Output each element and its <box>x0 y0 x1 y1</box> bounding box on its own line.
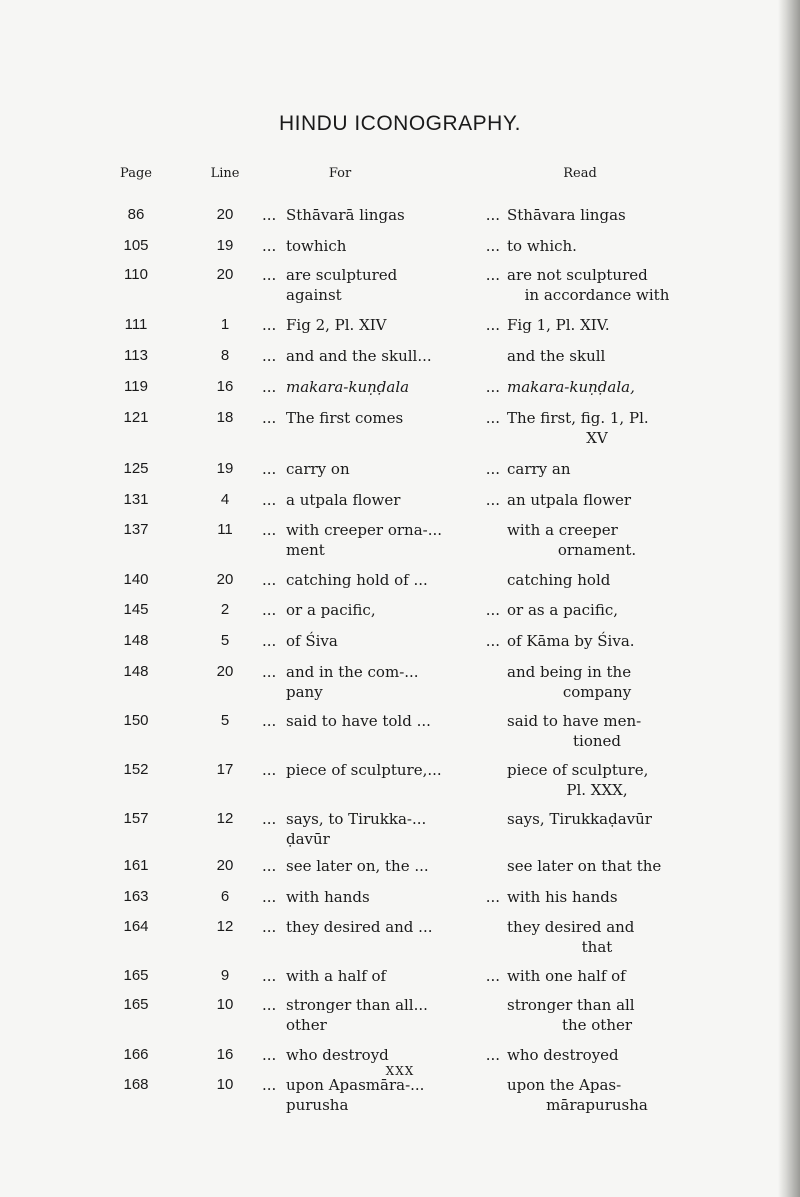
leader-dots: ... <box>262 632 277 650</box>
line-number-cell: 10 <box>216 996 234 1013</box>
leader-dots: ... <box>485 409 500 427</box>
leader-dots: ... <box>262 712 277 730</box>
read-cell <box>507 632 687 650</box>
for-text: are sculptured <box>286 266 398 284</box>
table-row <box>0 918 800 956</box>
table-row <box>0 632 800 660</box>
leader-dots: ... <box>262 378 277 396</box>
leader-dots: ... <box>262 571 277 589</box>
table-row <box>0 521 800 559</box>
leader-dots: ... <box>485 601 500 619</box>
read-text: stronger than all <box>507 996 635 1014</box>
page-title: HINDU ICONOGRAPHY. <box>279 112 521 135</box>
leader-dots: ... <box>262 663 277 681</box>
leader-dots: ... <box>262 206 277 224</box>
page-number-cell: 111 <box>124 316 148 333</box>
read-cell <box>507 1046 687 1064</box>
page-number-cell: 119 <box>124 378 148 395</box>
read-text: makara-kuṇḍala, <box>507 378 635 396</box>
line-number-cell: 16 <box>216 378 234 395</box>
for-text: and and the skull... <box>286 347 432 365</box>
read-cell <box>507 237 687 255</box>
read-text: who destroyed <box>507 1046 619 1064</box>
table-row <box>0 996 800 1034</box>
leader-dots: ... <box>262 857 277 875</box>
read-text: an utpala flower <box>507 491 632 509</box>
read-text: and being in the <box>507 663 632 681</box>
read-text-continuation: in accordance with <box>524 286 670 304</box>
read-cell <box>507 491 687 509</box>
for-text: with hands <box>286 888 370 906</box>
read-cell <box>507 316 687 334</box>
read-cell <box>507 460 687 478</box>
leader-dots: ... <box>262 761 277 779</box>
read-cell <box>507 347 687 365</box>
line-number-cell: 20 <box>216 663 234 680</box>
page-number-cell: 125 <box>123 460 149 477</box>
read-text-continuation: XV <box>586 429 608 447</box>
table-row <box>0 810 800 848</box>
read-text-continuation: company <box>562 683 632 701</box>
leader-dots: ... <box>262 996 277 1014</box>
page-number-cell: 166 <box>123 1046 149 1063</box>
page-number-cell: 165 <box>123 996 149 1013</box>
read-text: see later on that the <box>507 857 662 875</box>
table-row <box>0 601 800 629</box>
line-number-cell: 9 <box>220 967 230 984</box>
for-text: makara-kuṇḍala <box>286 378 410 396</box>
table-row <box>0 460 800 488</box>
read-cell <box>507 663 687 701</box>
page-number-cell: 110 <box>124 266 148 283</box>
read-text: with his hands <box>507 888 618 906</box>
line-number-cell: 6 <box>220 888 230 905</box>
line-number-cell: 20 <box>216 266 234 283</box>
read-text: catching hold <box>507 571 611 589</box>
table-row <box>0 206 800 234</box>
leader-dots: ... <box>485 460 500 478</box>
for-text: they desired and ... <box>286 918 433 936</box>
for-text: and in the com-... <box>286 663 419 681</box>
page-number-cell: 152 <box>123 761 149 778</box>
leader-dots: ... <box>485 237 500 255</box>
leader-dots: ... <box>262 1076 277 1094</box>
leader-dots: ... <box>485 316 500 334</box>
line-number-cell: 20 <box>216 857 234 874</box>
read-cell <box>507 1076 687 1114</box>
leader-dots: ... <box>262 967 277 985</box>
for-text: piece of sculpture,... <box>286 761 442 779</box>
leader-dots: ... <box>262 810 277 828</box>
for-text: see later on, the ... <box>286 857 429 875</box>
line-number-cell: 17 <box>216 761 234 778</box>
line-number-cell: 12 <box>216 918 234 935</box>
for-text: catching hold of ... <box>286 571 428 589</box>
leader-dots: ... <box>485 206 500 224</box>
read-cell <box>507 206 687 224</box>
page-number-cell: 163 <box>123 888 149 905</box>
table-row <box>0 663 800 701</box>
table-row <box>0 571 800 599</box>
for-text: Sthāvarā lingas <box>286 206 405 224</box>
read-text: upon the Apas- <box>507 1076 622 1094</box>
leader-dots: ... <box>485 266 500 284</box>
column-header-for: For <box>328 166 352 181</box>
leader-dots: ... <box>262 918 277 936</box>
leader-dots: ... <box>262 347 277 365</box>
page-number-cell: 137 <box>123 521 149 538</box>
leader-dots: ... <box>262 888 277 906</box>
for-text-continuation: ḍavūr <box>286 830 330 848</box>
table-row <box>0 316 800 344</box>
page-number-cell: 145 <box>123 601 149 618</box>
read-text: of Kāma by Śiva. <box>507 632 635 650</box>
leader-dots: ... <box>485 491 500 509</box>
leader-dots: ... <box>262 266 277 284</box>
read-text-continuation: the other <box>561 1016 633 1034</box>
leader-dots: ... <box>262 460 277 478</box>
leader-dots: ... <box>485 1046 500 1064</box>
leader-dots: ... <box>262 521 277 539</box>
read-cell <box>507 521 687 559</box>
page-number-cell: 161 <box>123 857 149 874</box>
for-text: stronger than all... <box>286 996 428 1014</box>
for-text-continuation: other <box>286 1016 327 1034</box>
page-number-cell: 150 <box>123 712 149 729</box>
page-number: XXX <box>385 1064 415 1078</box>
read-text: to which. <box>507 237 577 255</box>
table-row <box>0 857 800 885</box>
read-cell <box>507 266 687 304</box>
read-cell <box>507 918 687 956</box>
line-number-cell: 11 <box>217 521 233 538</box>
read-text: are not sculptured <box>507 266 648 284</box>
read-text-continuation: tioned <box>573 732 621 750</box>
page-number-cell: 105 <box>123 237 149 254</box>
read-cell <box>507 996 687 1034</box>
for-text: said to have told ... <box>286 712 431 730</box>
read-text-continuation: mārapurusha <box>546 1096 648 1114</box>
for-text: carry on <box>286 460 350 478</box>
for-text: a utpala flower <box>286 491 401 509</box>
leader-dots: ... <box>262 409 277 427</box>
page-number-cell: 140 <box>123 571 149 588</box>
table-row <box>0 888 800 916</box>
table-row <box>0 378 800 406</box>
column-header-line: Line <box>210 166 240 181</box>
for-text: towhich <box>286 237 347 255</box>
read-cell <box>507 712 687 750</box>
line-number-cell: 18 <box>216 409 234 426</box>
for-text: of Śiva <box>286 632 338 650</box>
page-number-cell: 148 <box>123 632 149 649</box>
leader-dots: ... <box>485 632 500 650</box>
line-number-cell: 8 <box>220 347 230 364</box>
read-cell <box>507 967 687 985</box>
for-text-continuation: pany <box>286 683 323 701</box>
line-number-cell: 19 <box>216 237 234 254</box>
leader-dots: ... <box>485 378 500 396</box>
page-number-cell: 113 <box>124 347 148 364</box>
read-cell <box>507 571 687 589</box>
read-text: says, Tirukkaḍavūr <box>507 810 652 828</box>
leader-dots: ... <box>262 601 277 619</box>
line-number-cell: 20 <box>216 571 234 588</box>
page-number-cell: 165 <box>123 967 149 984</box>
page-number-cell: 157 <box>123 810 149 827</box>
read-text-continuation: that <box>581 938 613 956</box>
leader-dots: ... <box>262 237 277 255</box>
read-cell <box>507 601 687 619</box>
line-number-cell: 5 <box>220 712 230 729</box>
line-number-cell: 10 <box>216 1076 234 1093</box>
line-number-cell: 2 <box>220 601 230 618</box>
for-text: says, to Tirukka-... <box>286 810 427 828</box>
for-text: upon Apasmāra-... <box>286 1076 425 1094</box>
table-row <box>0 237 800 265</box>
line-number-cell: 1 <box>220 316 230 333</box>
read-cell <box>507 888 687 906</box>
line-number-cell: 12 <box>216 810 234 827</box>
table-row <box>0 1076 800 1114</box>
table-row <box>0 409 800 447</box>
read-cell <box>507 810 687 828</box>
read-text: Sthāvara lingas <box>507 206 626 224</box>
read-text: piece of sculpture, <box>507 761 649 779</box>
table-row <box>0 266 800 304</box>
page-number-cell: 168 <box>123 1076 149 1093</box>
read-text: said to have men- <box>507 712 642 730</box>
read-text: with a creeper <box>507 521 618 539</box>
read-text-continuation: Pl. XXX, <box>566 781 628 799</box>
line-number-cell: 16 <box>216 1046 234 1063</box>
read-text-continuation: ornament. <box>557 541 637 559</box>
read-cell <box>507 761 687 799</box>
read-cell <box>507 378 687 396</box>
for-text: or a pacific, <box>286 601 376 619</box>
table-row <box>0 761 800 799</box>
for-text: who destroyd <box>286 1046 389 1064</box>
table-row <box>0 967 800 995</box>
leader-dots: ... <box>262 491 277 509</box>
leader-dots: ... <box>262 1046 277 1064</box>
for-text: The first comes <box>286 409 404 427</box>
page-number-cell: 164 <box>123 918 149 935</box>
column-header-read: Read <box>563 166 597 181</box>
column-header-page: Page <box>120 166 152 181</box>
page-number-cell: 148 <box>123 663 149 680</box>
read-text: they desired and <box>507 918 635 936</box>
read-cell <box>507 857 687 875</box>
read-text: Fig 1, Pl. XIV. <box>507 316 610 334</box>
page-number-cell: 86 <box>127 206 145 223</box>
for-text-continuation: against <box>286 286 342 304</box>
leader-dots: ... <box>262 316 277 334</box>
read-text: or as a pacific, <box>507 601 619 619</box>
page-number-cell: 131 <box>123 491 149 508</box>
line-number-cell: 5 <box>220 632 230 649</box>
for-text-continuation: purusha <box>286 1096 349 1114</box>
for-text-continuation: ment <box>286 541 325 559</box>
line-number-cell: 19 <box>216 460 234 477</box>
read-cell <box>507 409 687 447</box>
read-text: with one half of <box>507 967 626 985</box>
read-text: The first, fig. 1, Pl. <box>507 409 649 427</box>
line-number-cell: 20 <box>216 206 234 223</box>
table-row <box>0 491 800 519</box>
table-row <box>0 347 800 375</box>
table-row <box>0 712 800 750</box>
read-text: and the skull <box>507 347 606 365</box>
leader-dots: ... <box>485 888 500 906</box>
read-text: carry an <box>507 460 571 478</box>
for-text: Fig 2, Pl. XIV <box>286 316 387 334</box>
line-number-cell: 4 <box>220 491 230 508</box>
for-text: with a half of <box>286 967 387 985</box>
leader-dots: ... <box>485 967 500 985</box>
for-text: with creeper orna-... <box>286 521 443 539</box>
page-number-cell: 121 <box>123 409 149 426</box>
